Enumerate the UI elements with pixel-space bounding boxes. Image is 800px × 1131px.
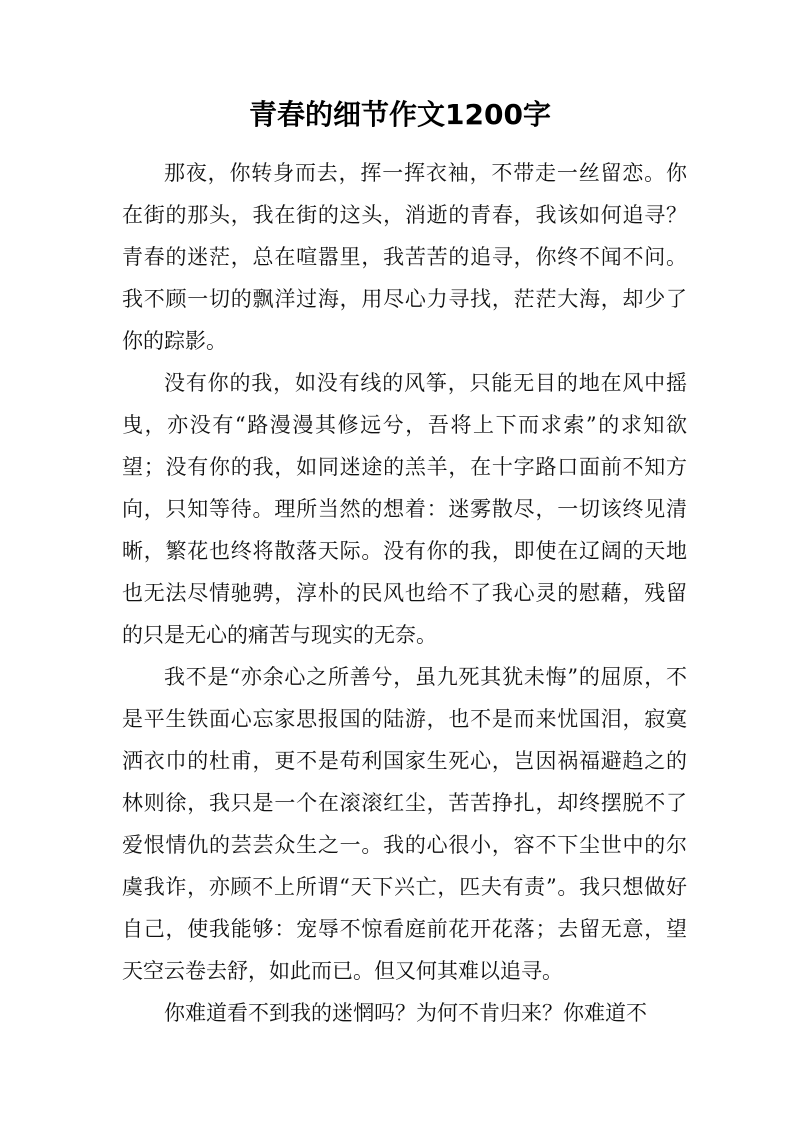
paragraph-3: 我不是“亦余心之所善兮，虽九死其犹未悔”的屈原，不是平生铁面心忘家思报国的陆游，也不是而来忧国泪，寂寞洒衣巾的杜甫，更不是苟利国家生死心，岂因祸福避趋之的林则徐，我只是一个在滚滚红尘，苦苦挣扎，却终摆脱不了爱恨情仇的芸芸众生之一。我的心很小，容不下尘世中的尔虞我诈，亦顾不上所谓“天下兴亡，匹夫有责”。我只想做好自己，使我能够：宠辱不惊看庭前花开花落；去留无意，望天空云卷去舒，如此而已。但又何其难以追寻。 xyxy=(122,665,687,983)
paragraph-2: 没有你的我，如没有线的风筝，只能无目的地在风中摇曳，亦没有“路漫漫其修远兮，吾将上下而求索”的求知欲望；没有你的我，如同迷途的羔羊，在十字路口面前不知方向，只知等待。理所当然的想着：迷雾散尽，一切该终见清晰，繁花也终将散落天际。没有你的我，即使在辽阔的天地也无法尽情驰骋，淳朴的民风也给不了我心灵的慰藉，残留的只是无心的痛苦与现实的无奈。 xyxy=(122,371,687,647)
paragraph-4: 你难道看不到我的迷惘吗？为何不肯归来？你难道不 xyxy=(164,1001,647,1025)
paragraph-1: 那夜，你转身而去，挥一挥衣袖，不带走一丝留恋。你在街的那头，我在街的这头，消逝的青春，我该如何追寻？青春的迷茫，总在喧嚣里，我苦苦的追寻，你终不闻不问。我不顾一切的飘洋过海，用尽心力寻找，茫茫大海，却少了你的踪影。 xyxy=(122,161,687,353)
document-title: 青春的细节作文1200字 xyxy=(249,98,551,131)
document-body xyxy=(122,152,687,1034)
